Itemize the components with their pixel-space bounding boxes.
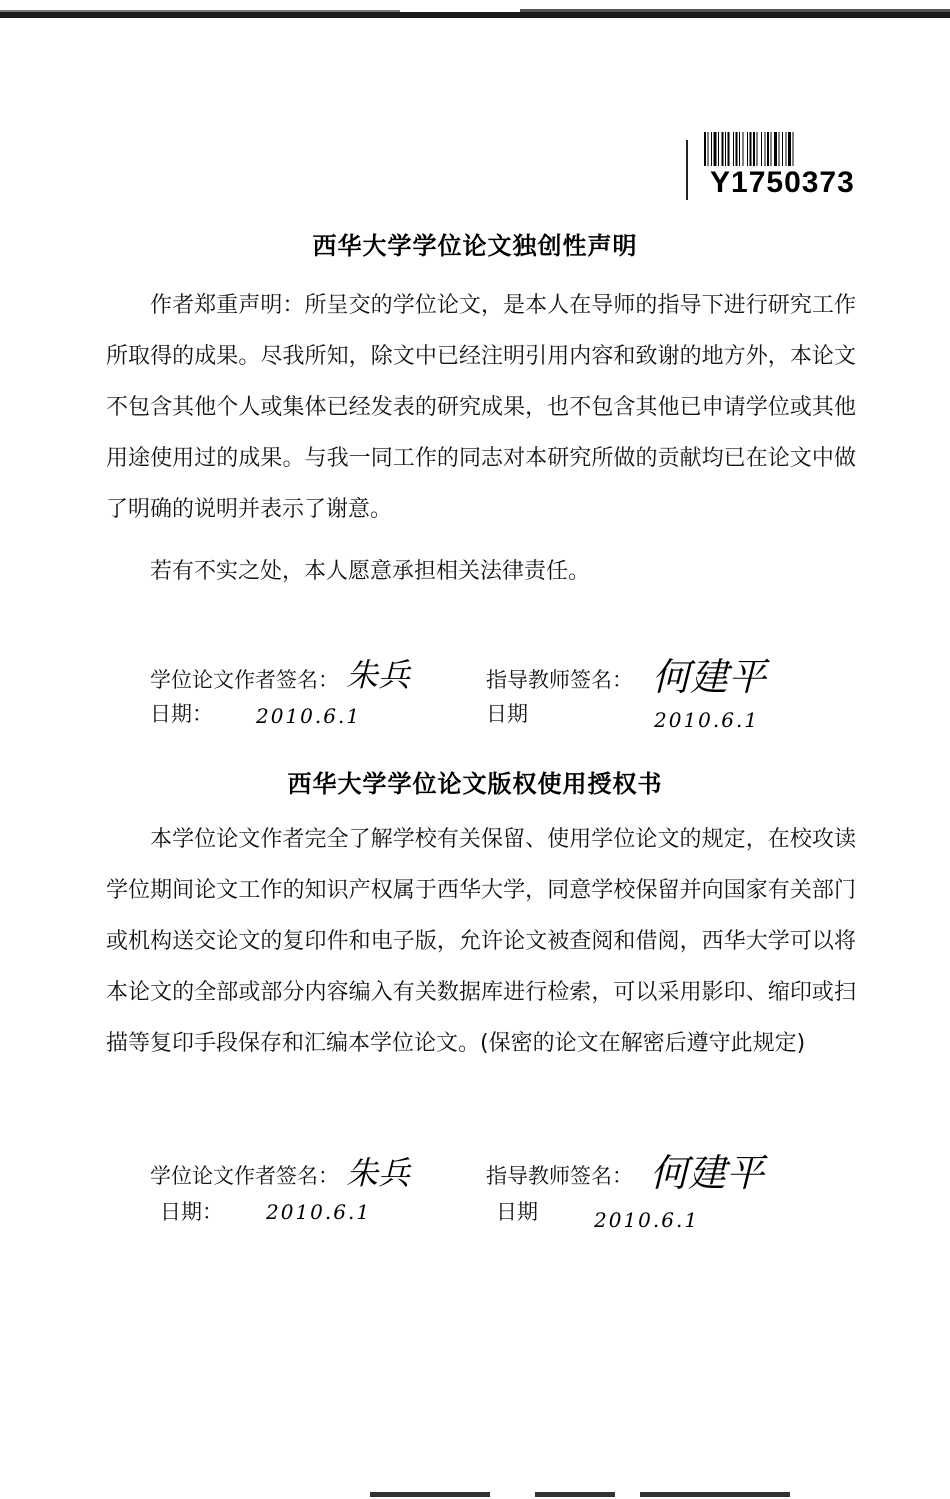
scan-top-border	[0, 0, 950, 22]
authorization-author-signature: 朱兵	[346, 1154, 411, 1192]
declaration-advisor-signature: 何建平	[652, 655, 767, 699]
authorization-title: 西华大学学位论文版权使用授权书	[287, 770, 663, 798]
authorization-author-label: 学位论文作者签名：	[150, 1164, 339, 1188]
scan-bottom-marks	[0, 1490, 950, 1499]
authorization-author-date: 2010.6.1	[266, 1200, 372, 1224]
declaration-advisor-date: 2010.6.1	[654, 708, 760, 732]
declaration-author-date: 2010.6.1	[256, 704, 362, 728]
authorization-advisor-date-label: 日期	[496, 1200, 538, 1224]
declaration-paragraph: 作者郑重声明：所呈交的学位论文，是本人在导师的指导下进行研究工作所取得的成果。尽我所知，除文中已经注明引用内容和致谢的地方外，本论文不包含其他个人或集体已经发表的研究成果，也不包含其他已申请学位或其他用途使用过的成果。与我一同工作的同志对本研究所做的贡献均已在论文中做了明确的说明并表示了谢意。	[106, 293, 856, 522]
declaration-author-signature: 朱兵	[346, 656, 411, 694]
authorization-advisor-label: 指导教师签名：	[486, 1164, 633, 1188]
authorization-advisor-signature: 何建平	[650, 1151, 765, 1195]
declaration-author-date-label: 日期：	[150, 702, 213, 726]
authorization-paragraph: 本学位论文作者完全了解学校有关保留、使用学位论文的规定，在校攻读学位期间论文工作的知识产权属于西华大学，同意学校保留并向国家有关部门或机构送交论文的复印件和电子版，允许论文被查阅和借阅，西华大学可以将本论文的全部或部分内容编入有关数据库进行检索，可以采用影印、缩印或扫描等复印手段保存和汇编本学位论文。(保密的论文在解密后遵守此规定)	[106, 827, 856, 1056]
declaration-responsibility: 若有不实之处，本人愿意承担相关法律责任。	[150, 559, 591, 584]
declaration-advisor-date-label: 日期	[486, 702, 528, 726]
declaration-title: 西华大学学位论文独创性声明	[312, 232, 638, 260]
barcode-number: Y1750373	[710, 166, 855, 199]
barcode	[682, 128, 872, 206]
authorization-advisor-date: 2010.6.1	[594, 1208, 700, 1232]
declaration-advisor-label: 指导教师签名：	[486, 668, 633, 692]
authorization-author-date-label: 日期：	[160, 1200, 223, 1224]
declaration-author-label: 学位论文作者签名：	[150, 668, 339, 692]
